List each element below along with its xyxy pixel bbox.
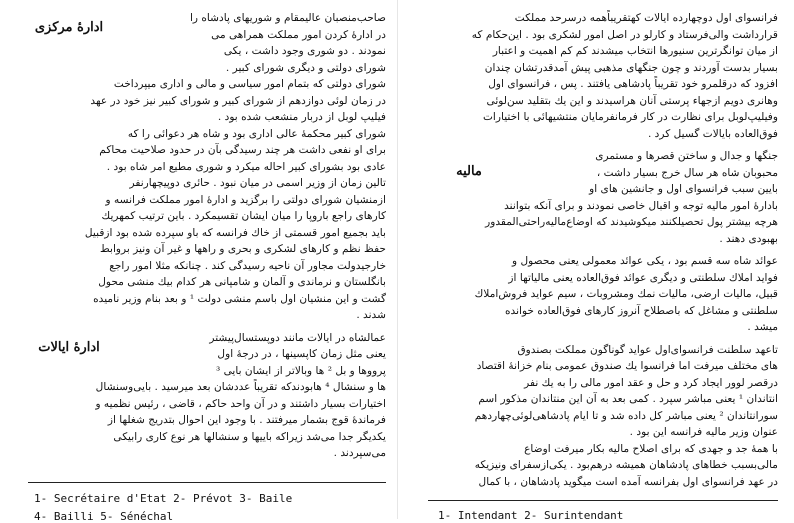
text-line: شدند .: [356, 309, 386, 321]
text-line: بهبودی دهند .: [719, 232, 778, 245]
text-line: در زمان لوئی دوازدهم از شورای کبیر و شورای کبیر نیز خود در عهد: [90, 94, 386, 107]
text-line: ازمنشیان شورای دولتی را برگزید و ادارهٔ امور مملکت فرانسه و: [105, 193, 386, 206]
right-column: [428, 10, 778, 490]
text-line: گشت و این منشیان اول باسم منشی دولت ¹ و بعد بنام وزیر نامیده: [93, 292, 386, 305]
text-line: فیلیپ لوبل از دربار منشعب شده بود .: [217, 111, 386, 123]
text-line: پرووها و بل ² ها وبالاتر از ایشان بایی ³: [215, 364, 386, 377]
text-line: یعنی مثل زمان کاپسینها ، در درجهٔ اول: [217, 348, 386, 360]
right-page: [398, 0, 794, 522]
text-line: عنوان وزیر مالیه فرانسه این بود .: [629, 426, 778, 438]
text-line: بادارهٔ امور مالیه توجه و اقبال خاصی نمودند و برای آنکه بتوانند: [504, 199, 778, 212]
text-line: مالی‌بسبب خطاهای پادشاهان همیشه درهم‌بود . یکی‌ازسفرای ونیزیکه: [474, 459, 778, 471]
text-line: نمودند . دو شوری وجود داشت ، یکی: [223, 45, 386, 57]
finance-section: [428, 148, 778, 198]
text-line: درقصر لوور ایجاد کرد و حل و عقد امور مالی را به یك نفر: [524, 376, 778, 389]
left-column: [28, 10, 386, 462]
text-line: برای او نفعی داشت هر چند رسیدگی بآن در حدود صلاحیت محاکم: [99, 144, 386, 156]
text-line: انتاندان ¹ یعنی مباشر سپرد . کمی بعد به آن این منتاندان مذکور اسم: [478, 393, 778, 405]
section-heading-finance: مالیه: [456, 164, 482, 179]
central-admin-section: [28, 10, 386, 60]
footnote-divider: [28, 482, 386, 483]
section-heading-provincial-admin: ادارهٔ ایالات: [38, 339, 100, 355]
text-line: شورای کبیر محکمهٔ عالی اداری بود و شاه هر دعوائی را که: [127, 127, 386, 140]
text-line: عمالشاه در ایالات مانند دوپستسال‌پیشتر: [209, 331, 386, 344]
text-line: از میان توانگرترین سنیورها انتخاب میشدند کم کم اهمیت و اعتبار: [492, 45, 778, 57]
text-line: در ادارهٔ کردن امور مملکت همراهی می: [211, 28, 386, 41]
text-line: اختیارات بسیار داشتند و در آن واحد حاکم ، قاضی ، رئیس نظمیه و: [95, 397, 386, 410]
text-line: فرماندهٔ قوج بشمار میرفتند . با وجود این احوال بتدریج شغلها از: [107, 414, 386, 426]
text-line: یکدیگر جدا می‌شد زیراکه باییها و سنشالها هر نوع کاری رابیکی: [113, 430, 386, 443]
finance-intro-text: [510, 148, 778, 198]
text-line: شورای دولتی و دیگری شورای کبیر .: [225, 61, 386, 74]
text-line: بسیار بدست آوردند و چون جنگهای مذهبی پیش آمدقدرتشان چندان: [484, 61, 778, 74]
text-line: های مختلف میرفت اما فرانسوا یك صندوق عمومی بنام خزانهٔ اقتصاد: [476, 360, 778, 372]
text-line: فوق‌العاده بایالات گسیل کرد .: [647, 127, 778, 140]
section-heading-central-admin: ادارهٔ مرکزی: [34, 20, 104, 35]
footnote-divider: [428, 500, 778, 501]
text-line: بایین سبب فرانسوای اول و جانشین های او: [589, 183, 778, 195]
text-line: باید بجمیع امور قسمتی از خاك فرانسه که باو سپرده شده بود ازقبیل: [84, 226, 386, 239]
text-line: کارهای راجع باروپا را میان ایشان تقسیمکرد . باین ترتیب کمهریك: [101, 210, 386, 222]
text-line: قبیل، مالیات ارضی، مالیات نمك ومشروبات ، سیم عواید فروش‌املاك: [474, 288, 778, 300]
text-line: خارجیدولت مجاور آن ناحیه رسیدگی کند . چنانکه مثلا امور راجع: [109, 259, 386, 272]
text-line: فرانسوای اول دوچهارده ایالات کهتقریباًهمه درسرحد مملکت: [514, 12, 778, 24]
text-line: بانگلستان و نرماندی و آلمان و شامپانی هر کدام بیك منشی محول: [98, 276, 386, 288]
text-line: می‌سپردند .: [333, 447, 386, 459]
provincial-admin-section: [28, 330, 386, 380]
text-line: ها و سنشال ⁴ هابودندکه تقریباً عددشان بعد میرسید . بایی‌وسنشال: [95, 381, 386, 393]
text-line: وهانری دویم ازجهاء پرستی آنان هراسیدند و این یك بتقلید سن‌لوئی: [486, 94, 778, 107]
text-line: با همهٔ جد و جهدی که برای اصلاح مالیه بکار میرفت اوضاع: [524, 442, 778, 455]
footnote-line: 1- Intendant 2- Surintendant: [438, 509, 624, 522]
central-admin-text: [110, 10, 386, 60]
text-line: افزود که درقلمرو خود تقریباً پادشاهی یافتند . پس ، فرانسوای اول: [488, 78, 778, 90]
text-line: تالین زمان از وزیر اسمی در میان نبود . حائری دوپیچهارنفر: [129, 177, 386, 189]
footnote-line: 4- Bailli 5- Sénéchal: [34, 510, 174, 523]
text-line: در عهد فرانسوای اول بفرانسه آمده است میگوید پادشاهان ، با کمال: [478, 475, 778, 488]
text-line: سلطنتی و مشاغل که باصطلاح آنروز کارهای فوق‌العاده خوانده: [504, 304, 778, 317]
text-line: حفظ نظم و کارهای لشکری و بحری و راهها و غیر آن ونیز بروابط: [99, 243, 386, 255]
text-line: قرارداشت والی‌فرستاد و کارلو در اصل امور لشکری بود . این‌حکام که: [471, 28, 778, 41]
text-line: تاعهد سلطنت فرانسوای‌اول عواید گوناگون مملکت بصندوق: [517, 343, 778, 356]
text-line: میشد .: [747, 321, 778, 333]
provincial-admin-text: [110, 330, 386, 380]
text-line: صاحب‌منصبان عالیمقام و شوریهای پادشاه را: [189, 12, 386, 24]
text-line: محبوبان شاه هر سال خرج بسیار داشت ،: [596, 166, 778, 179]
text-line: جنگها و جدال و ساختن قصرها و مستمری: [595, 150, 778, 162]
text-line: هرچه بیشتر پول تحصیلکنند میکوشیدند که اوضاع‌مالیه‌راحتی‌المقدور: [485, 216, 778, 228]
text-line: فواید املاك سلطنتی و دیگری عوائد فوق‌العاده یعنی مالیاتها از: [508, 271, 778, 284]
text-line: عادی بود بشورای کبیر احاله میکرد و شوری مطیع امر شاه بود .: [106, 160, 386, 173]
text-line: شورای دولتی که بتمام امور سیاسی و مالی و اداری میپرداخت: [113, 78, 386, 90]
text-line: عوائد شاه سه قسم بود ، یکی عوائد معمولی یعنی محصول و: [511, 255, 778, 267]
text-line: وفیلیپ‌لوبل برای نظارت در کار فرمانفرمایان منتشیهائی با اختیارات: [482, 111, 778, 123]
text-line: سورانتاندان ² یعنی مباشر کل داده شد و تا ایام پادشاهی‌لوئی‌چهاردهم: [474, 409, 778, 422]
footnote-line: 1- Secrétaire d'Etat 2- Prévot 3- Baile: [34, 492, 293, 505]
